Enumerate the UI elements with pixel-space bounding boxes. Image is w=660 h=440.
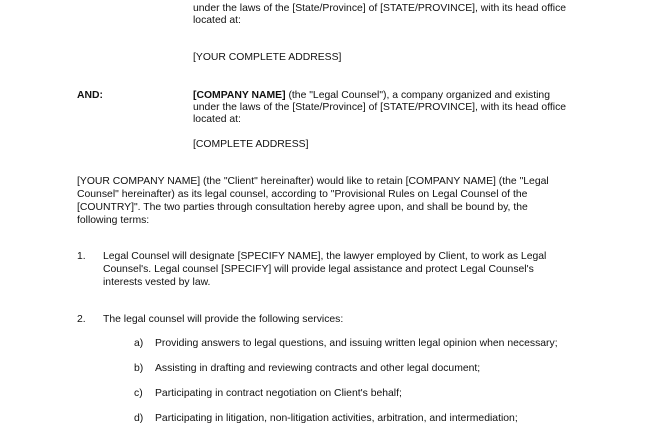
party2-laws-line: under the laws of the [State/Province] of [STATE/PROVINCE], with its head office xyxy=(193,102,567,113)
clause1-number: 1. xyxy=(77,251,86,262)
clause1-line-2: Counsel's. Legal counsel [SPECIFY] will provide legal assistance and protect Legal Counsel's xyxy=(103,264,534,275)
clause2-item-b-letter: b) xyxy=(134,363,144,374)
clause1-line-1: Legal Counsel will designate [SPECIFY NAME], the lawyer employed by Client, to work as Legal xyxy=(103,251,547,262)
clause2-item-d-text: Participating in litigation, non-litigation activities, arbitration, and intermediation; xyxy=(155,413,518,424)
party1-address: [YOUR COMPLETE ADDRESS] xyxy=(193,52,342,63)
party1-laws-line: under the laws of the [State/Province] of [STATE/PROVINCE], with its head office xyxy=(193,3,567,14)
clause1-line-3: interests vested by law. xyxy=(103,277,211,288)
party2-name-rest: (the "Legal Counsel"), a company organized and existing xyxy=(285,90,550,101)
clause2-item-c-letter: c) xyxy=(134,388,143,399)
intro-line-4: following terms: xyxy=(77,215,150,226)
party2-located-label: located at: xyxy=(193,114,241,125)
intro-line-3: [COUNTRY]". The two parties through consultation hereby agree upon, and shall be bound by, the xyxy=(77,202,528,213)
clause2-item-c-text: Participating in contract negotiation on Client's behalf; xyxy=(155,388,402,399)
intro-line-1: [YOUR COMPANY NAME] (the "Client" hereinafter) would like to retain [COMPANY NAME] (the "Legal xyxy=(77,176,549,187)
intro-line-2: Counsel" hereinafter) as its legal counsel, according to "Provisional Rules on Legal Counsel of the xyxy=(77,189,528,200)
clause2-item-b-text: Assisting in drafting and reviewing contracts and other legal document; xyxy=(155,363,481,374)
party2-label: AND: xyxy=(77,90,103,101)
clause2-number: 2. xyxy=(77,314,86,325)
party2-address: [COMPLETE ADDRESS] xyxy=(193,139,309,150)
clause2-item-a-letter: a) xyxy=(134,338,144,349)
clause2-text: The legal counsel will provide the following services: xyxy=(103,314,344,325)
party2-name-line xyxy=(193,90,550,102)
clause2-item-d-letter: d) xyxy=(134,413,144,424)
clause2-item-a-text: Providing answers to legal questions, and issuing written legal opinion when necessary; xyxy=(155,338,558,349)
party2-company-name: [COMPANY NAME] xyxy=(193,90,286,101)
party1-located-label: located at: xyxy=(193,15,241,26)
